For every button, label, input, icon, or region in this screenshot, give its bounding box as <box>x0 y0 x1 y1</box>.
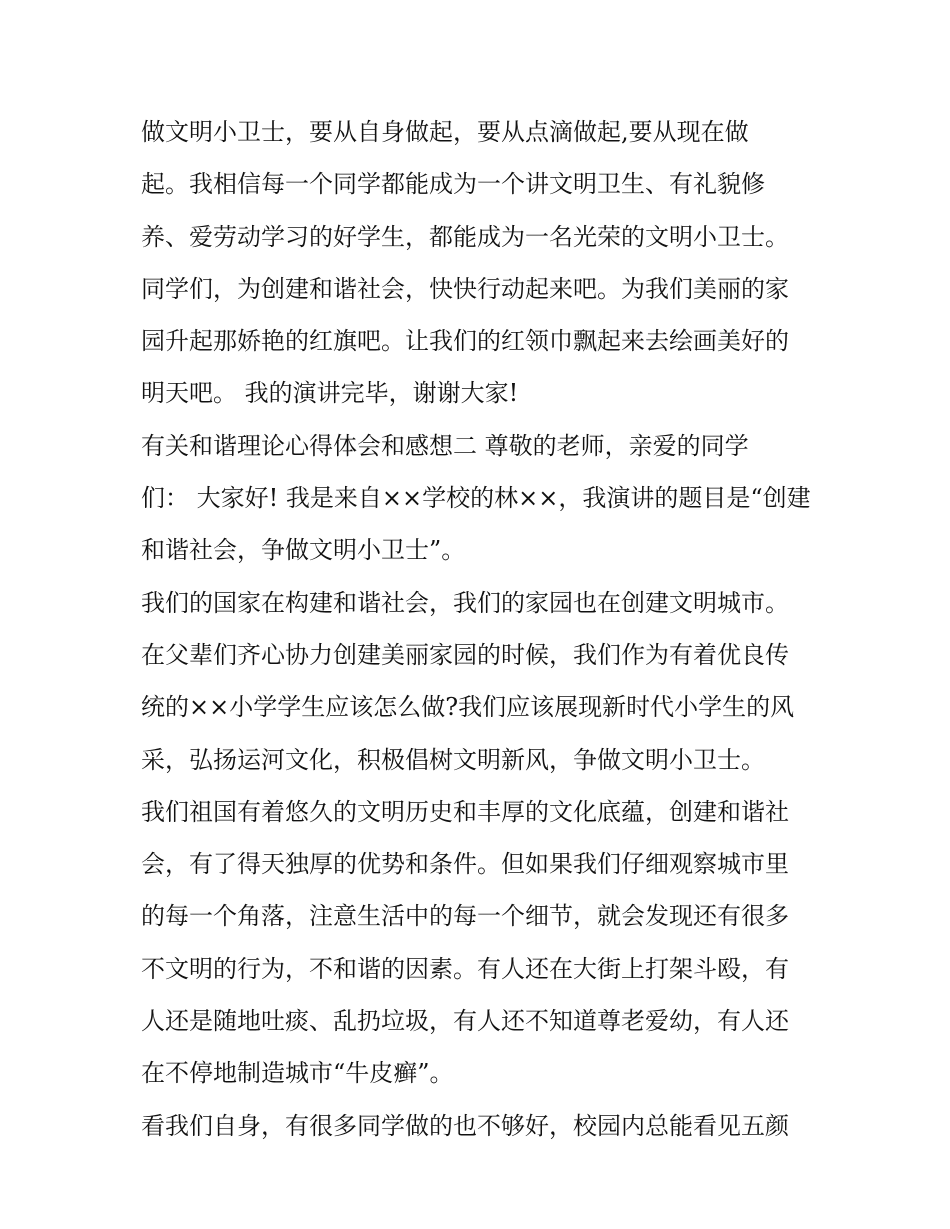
text-line: 会，有了得天独厚的优势和条件。但如果我们仔细观察城市里 <box>141 850 789 879</box>
text-line: 采，弘扬运河文化，积极倡树文明新风，争做文明小卫士。 <box>141 745 765 774</box>
document-body <box>141 106 821 1152</box>
text-line: 明天吧。 我的演讲完毕，谢谢大家! <box>141 379 519 408</box>
text-line: 不文明的行为，不和谐的因素。有人还在大街上打架斗殴，有 <box>141 954 789 983</box>
text-line: 和谐社会，争做文明小卫士”。 <box>141 536 466 565</box>
text-line: 同学们，为创建和谐社会，快快行动起来吧。为我们美丽的家 <box>141 274 789 303</box>
text-line: 在父辈们齐心协力创建美丽家园的时候，我们作为有着优良传 <box>141 640 789 669</box>
text-line: 养、爱劳动学习的好学生，都能成为一名光荣的文明小卫士。 <box>141 222 789 251</box>
text-line: 我们的国家在构建和谐社会，我们的家园也在创建文明城市。 <box>141 588 789 617</box>
text-line: 我们祖国有着悠久的文明历史和丰厚的文化底蕴，创建和谐社 <box>141 797 789 826</box>
text-line: 人还是随地吐痰、乱扔垃圾，有人还不知道尊老爱幼，有人还 <box>141 1007 789 1036</box>
text-line: 有关和谐理论心得体会和感想二 尊敬的老师，亲爱的同学 <box>141 431 749 460</box>
text-line: 做文明小卫士，要从自身做起，要从点滴做起,要从现在做 <box>141 118 749 146</box>
text-line: 起。我相信每一个同学都能成为一个讲文明卫生、有礼貌修 <box>141 170 765 199</box>
text-line: 在不停地制造城市“牛皮癣”。 <box>141 1059 454 1088</box>
text-line: 的每一个角落，注意生活中的每一个细节，就会发现还有很多 <box>141 902 789 931</box>
text-line: 统的××小学学生应该怎么做?我们应该展现新时代小学生的风 <box>141 693 795 722</box>
text-line: 园升起那娇艳的红旗吧。让我们的红领巾飘起来去绘画美好的 <box>141 327 789 356</box>
text-line: 看我们自身，有很多同学做的也不够好，校园内总能看见五颜 <box>141 1111 789 1140</box>
text-line: 们： 大家好! 我是来自××学校的林××，我演讲的题目是“创建 <box>141 484 811 513</box>
